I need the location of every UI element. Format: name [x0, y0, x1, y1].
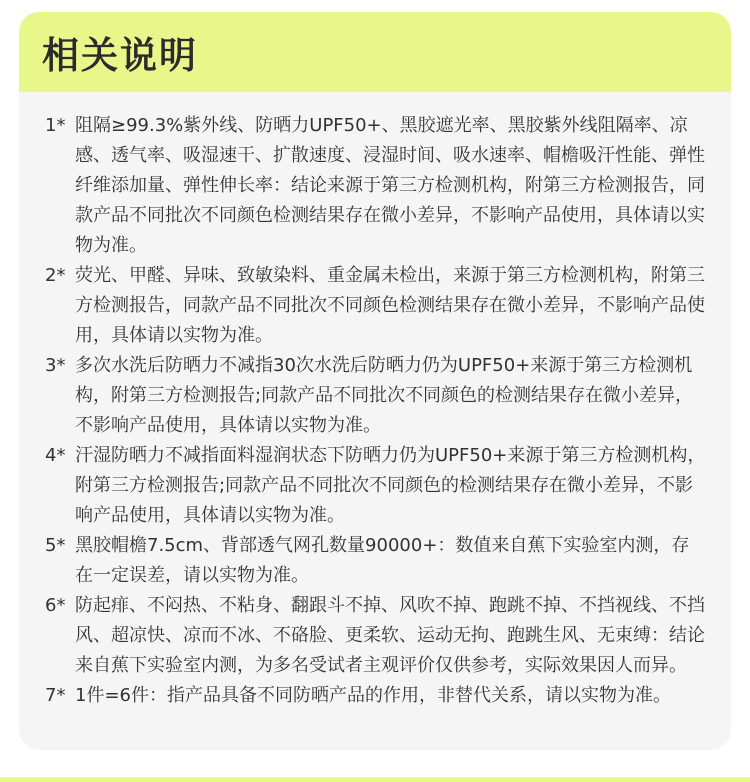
note-number: 7* — [45, 685, 66, 706]
page-title: 相关说明 — [42, 34, 198, 77]
note-item — [45, 441, 707, 531]
note-text: 阻隔≥99.3%紫外线、防晒力UPF50+、黑胶遮光率、黑胶紫外线阻隔率、凉感、透气率、吸湿速干、扩散速度、浸湿时间、吸水速率、帽檐吸汗性能、弹性纤维添加量、弹性伸长率：结论来源于第三方检测机构，附第三方检测报告，同款产品不同批次不同颜色检测结果存在微小差异，不影响产品使用，具体请以实物为准。 — [75, 115, 705, 256]
notes-list — [19, 92, 731, 711]
note-item — [45, 111, 707, 261]
note-item — [45, 531, 707, 591]
note-number: 2* — [45, 265, 66, 286]
note-number: 3* — [45, 355, 66, 376]
note-text: 多次水洗后防晒力不减指30次水洗后防晒力仍为UPF50+来源于第三方检测机构，附第三方检测报告;同款产品不同批次不同颜色的检测结果存在微小差异，不影响产品使用，具体请以实物为准。 — [75, 355, 694, 436]
note-number: 6* — [45, 595, 66, 616]
note-item — [45, 591, 707, 681]
note-text: 黑胶帽檐7.5cm、背部透气网孔数量90000+：数值来自蕉下实验室内测，存在一定误差，请以实物为准。 — [75, 535, 690, 586]
note-text: 汗湿防晒力不减指面料湿润状态下防晒力仍为UPF50+来源于第三方检测机构，附第三方检测报告;同款产品不同批次不同颜色的检测结果存在微小差异，不影响产品使用，具体请以实物为准。 — [75, 445, 706, 526]
note-number: 1* — [45, 115, 66, 136]
note-number: 5* — [45, 535, 66, 556]
note-item — [45, 681, 707, 711]
note-text: 1件=6件：指产品具备不同防晒产品的作用，非替代关系，请以实物为准。 — [75, 685, 671, 706]
note-text: 防起痱、不闷热、不粘身、翻跟斗不掉、风吹不掉、跑跳不掉、不挡视线、不挡风、超凉快、凉而不冰、不硌脸、更柔软、运动无拘、跑跳生风、无束缚：结论来自蕉下实验室内测，为多名受试者主观评价仅供参考，实际效果因人而异。 — [75, 595, 705, 676]
note-number: 4* — [45, 445, 66, 466]
note-item — [45, 351, 707, 441]
bottom-accent-strip — [0, 777, 750, 782]
notes-card — [19, 12, 731, 750]
note-text: 荧光、甲醛、异味、致敏染料、重金属未检出，来源于第三方检测机构，附第三方检测报告，同款产品不同批次不同颜色检测结果存在微小差异，不影响产品使用，具体请以实物为准。 — [75, 265, 705, 346]
card-header — [19, 12, 731, 92]
note-item — [45, 261, 707, 351]
